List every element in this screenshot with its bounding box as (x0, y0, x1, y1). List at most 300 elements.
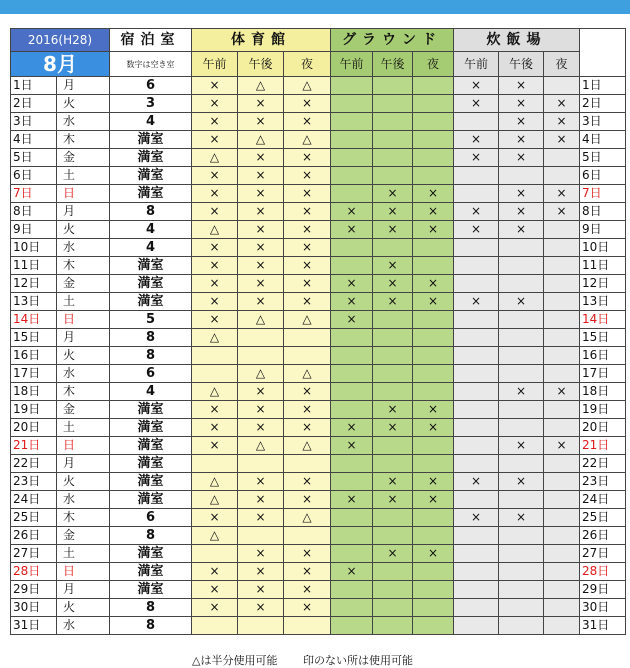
ground-status (413, 167, 454, 185)
table-row (11, 131, 626, 149)
ground-status: × (413, 545, 454, 563)
kitchen-status: × (454, 473, 499, 491)
lodging-vacancy: 満室 (110, 257, 192, 275)
ground-status (373, 77, 413, 95)
kitchen-status (544, 419, 580, 437)
table-row (11, 473, 626, 491)
ground-status (413, 149, 454, 167)
table-row (11, 311, 626, 329)
ground-status (331, 239, 373, 257)
kitchen-status: × (544, 95, 580, 113)
kitchen-status (454, 239, 499, 257)
day-number: 29日 (11, 581, 57, 599)
weekday: 火 (57, 95, 110, 113)
weekday: 火 (57, 599, 110, 617)
table-row (11, 293, 626, 311)
gym-status: × (192, 563, 238, 581)
ground-status (373, 437, 413, 455)
kitchen-status (544, 239, 580, 257)
ground-status (331, 401, 373, 419)
gym-status: △ (284, 365, 331, 383)
ground-status: × (373, 275, 413, 293)
facility-schedule-table (10, 28, 626, 635)
ground-status: × (373, 473, 413, 491)
table-row (11, 239, 626, 257)
kitchen-status (544, 77, 580, 95)
ground-status (373, 95, 413, 113)
table-row (11, 185, 626, 203)
kitchen-status (499, 599, 544, 617)
kitchen-status (499, 311, 544, 329)
kitchen-status (499, 491, 544, 509)
ground-status: × (413, 203, 454, 221)
day-number: 6日 (11, 167, 57, 185)
kitchen-status (454, 437, 499, 455)
kitchen-status: × (499, 203, 544, 221)
weekday: 木 (57, 131, 110, 149)
gym-header: 体育館 (192, 29, 331, 52)
gym-status: × (238, 95, 284, 113)
kitchen-status (499, 275, 544, 293)
kitchen-status: × (499, 149, 544, 167)
ground-status (331, 347, 373, 365)
kitchen-status (544, 545, 580, 563)
weekday: 金 (57, 275, 110, 293)
gym-status: × (284, 473, 331, 491)
gym-status: × (284, 257, 331, 275)
ground-status: × (331, 293, 373, 311)
ground-header: グラウンド (331, 29, 454, 52)
lodging-vacancy: 満室 (110, 545, 192, 563)
day-number: 2日 (11, 95, 57, 113)
weekday: 水 (57, 113, 110, 131)
ground-status (373, 329, 413, 347)
day-number: 31日 (11, 617, 57, 635)
kitchen-status: × (499, 473, 544, 491)
kitchen-status: × (544, 131, 580, 149)
kitchen-status: × (544, 383, 580, 401)
day-number: 1日 (11, 77, 57, 95)
day-number: 10日 (11, 239, 57, 257)
kitchen-status (454, 563, 499, 581)
weekday: 月 (57, 77, 110, 95)
gym-status: × (238, 401, 284, 419)
ground-status (331, 545, 373, 563)
table-row (11, 77, 626, 95)
lodging-vacancy: 満室 (110, 581, 192, 599)
weekday: 水 (57, 365, 110, 383)
table-row (11, 581, 626, 599)
kitchen-status: × (454, 95, 499, 113)
gym-status: × (192, 167, 238, 185)
ground-slot-am: 午前 (331, 52, 373, 77)
ground-status: × (373, 401, 413, 419)
ground-status (413, 131, 454, 149)
weekday: 金 (57, 527, 110, 545)
gym-status: × (238, 167, 284, 185)
gym-status (192, 545, 238, 563)
ground-status (331, 113, 373, 131)
kitchen-status (499, 257, 544, 275)
ground-status (413, 581, 454, 599)
gym-status: × (284, 599, 331, 617)
day-number: 8日 (11, 203, 57, 221)
ground-status (413, 563, 454, 581)
gym-status: △ (284, 311, 331, 329)
weekday: 土 (57, 167, 110, 185)
kitchen-status: × (544, 113, 580, 131)
kitchen-status (454, 167, 499, 185)
ground-slot-pm: 午後 (373, 52, 413, 77)
table-row (11, 221, 626, 239)
ground-status (331, 167, 373, 185)
lodging-header: 宿泊室 (110, 29, 192, 52)
weekday: 水 (57, 239, 110, 257)
header-row-2 (11, 52, 626, 77)
kitchen-status (499, 581, 544, 599)
day-number-right: 10日 (580, 239, 626, 257)
day-number-right: 17日 (580, 365, 626, 383)
day-number-right: 29日 (580, 581, 626, 599)
gym-status: × (192, 509, 238, 527)
ground-status (331, 149, 373, 167)
gym-status: × (192, 185, 238, 203)
gym-status: × (238, 509, 284, 527)
day-number: 14日 (11, 311, 57, 329)
ground-status (413, 599, 454, 617)
lodging-vacancy: 満室 (110, 401, 192, 419)
kitchen-status (499, 167, 544, 185)
kitchen-status (454, 329, 499, 347)
table-row (11, 455, 626, 473)
ground-status (331, 617, 373, 635)
legend (192, 652, 435, 668)
ground-status (413, 383, 454, 401)
kitchen-status (544, 347, 580, 365)
kitchen-slot-night: 夜 (544, 52, 580, 77)
gym-status (192, 347, 238, 365)
ground-status: × (331, 491, 373, 509)
ground-status (331, 599, 373, 617)
ground-status (331, 77, 373, 95)
day-number-right: 11日 (580, 257, 626, 275)
ground-status (413, 617, 454, 635)
kitchen-status (544, 167, 580, 185)
gym-status: × (238, 563, 284, 581)
kitchen-status: × (499, 77, 544, 95)
gym-status: × (192, 95, 238, 113)
gym-status: × (284, 113, 331, 131)
weekday: 金 (57, 401, 110, 419)
lodging-vacancy: 8 (110, 347, 192, 365)
gym-slot-am: 午前 (192, 52, 238, 77)
kitchen-status (454, 581, 499, 599)
gym-status: × (238, 491, 284, 509)
gym-status: △ (238, 77, 284, 95)
ground-status: × (373, 203, 413, 221)
gym-status: × (238, 239, 284, 257)
ground-status: × (331, 563, 373, 581)
table-row (11, 275, 626, 293)
day-number-right: 20日 (580, 419, 626, 437)
ground-status (373, 167, 413, 185)
weekday: 木 (57, 509, 110, 527)
gym-status: × (284, 581, 331, 599)
day-number: 26日 (11, 527, 57, 545)
lodging-vacancy: 4 (110, 113, 192, 131)
gym-status (238, 329, 284, 347)
ground-status (413, 437, 454, 455)
ground-status (331, 383, 373, 401)
gym-status: × (284, 545, 331, 563)
day-number-right: 16日 (580, 347, 626, 365)
gym-status: × (192, 77, 238, 95)
kitchen-status (544, 293, 580, 311)
table-row (11, 365, 626, 383)
gym-status: × (284, 149, 331, 167)
gym-status: △ (238, 131, 284, 149)
table-row (11, 167, 626, 185)
kitchen-status (499, 365, 544, 383)
weekday: 日 (57, 563, 110, 581)
gym-status: × (238, 419, 284, 437)
gym-status: × (284, 203, 331, 221)
ground-status (373, 131, 413, 149)
gym-status: × (238, 221, 284, 239)
lodging-vacancy: 8 (110, 329, 192, 347)
gym-status: × (192, 419, 238, 437)
legend-blank: 印のない所は使用可能 (302, 654, 413, 667)
kitchen-status (499, 401, 544, 419)
ground-status (413, 311, 454, 329)
kitchen-status: × (454, 293, 499, 311)
ground-status: × (331, 203, 373, 221)
ground-status (373, 311, 413, 329)
day-number-right: 6日 (580, 167, 626, 185)
lodging-vacancy: 満室 (110, 167, 192, 185)
table-row (11, 617, 626, 635)
lodging-vacancy: 4 (110, 383, 192, 401)
day-number-right: 27日 (580, 545, 626, 563)
gym-status: △ (192, 329, 238, 347)
gym-status (284, 455, 331, 473)
top-color-bar (0, 0, 630, 14)
day-number-right: 9日 (580, 221, 626, 239)
kitchen-status (544, 563, 580, 581)
gym-status: △ (192, 491, 238, 509)
table-row (11, 149, 626, 167)
table-row (11, 509, 626, 527)
day-number-right: 25日 (580, 509, 626, 527)
kitchen-status: × (544, 203, 580, 221)
ground-status (413, 455, 454, 473)
gym-status: × (238, 149, 284, 167)
table-row (11, 383, 626, 401)
gym-status (284, 617, 331, 635)
ground-status (331, 185, 373, 203)
kitchen-status: × (499, 221, 544, 239)
ground-status (331, 527, 373, 545)
ground-status (373, 455, 413, 473)
lodging-vacancy: 満室 (110, 275, 192, 293)
lodging-vacancy: 満室 (110, 419, 192, 437)
table-row (11, 599, 626, 617)
kitchen-status (544, 599, 580, 617)
day-number-right: 1日 (580, 77, 626, 95)
day-number: 5日 (11, 149, 57, 167)
gym-status (284, 527, 331, 545)
day-number-right: 12日 (580, 275, 626, 293)
ground-status: × (413, 473, 454, 491)
gym-status: △ (284, 437, 331, 455)
gym-status: × (284, 275, 331, 293)
ground-status: × (413, 221, 454, 239)
gym-status (238, 527, 284, 545)
kitchen-status (544, 617, 580, 635)
kitchen-status (544, 401, 580, 419)
kitchen-status (454, 383, 499, 401)
kitchen-status: × (499, 383, 544, 401)
ground-status: × (413, 401, 454, 419)
ground-status (413, 257, 454, 275)
weekday: 火 (57, 473, 110, 491)
gym-status: × (284, 185, 331, 203)
gym-status (192, 455, 238, 473)
ground-status: × (331, 437, 373, 455)
ground-status (373, 149, 413, 167)
gym-status: × (238, 599, 284, 617)
ground-status (413, 347, 454, 365)
kitchen-status: × (499, 95, 544, 113)
kitchen-status (499, 419, 544, 437)
kitchen-status (454, 491, 499, 509)
gym-status: × (284, 419, 331, 437)
gym-status: △ (192, 149, 238, 167)
weekday: 日 (57, 437, 110, 455)
kitchen-status (544, 149, 580, 167)
kitchen-status (499, 239, 544, 257)
kitchen-status: × (499, 437, 544, 455)
day-number: 4日 (11, 131, 57, 149)
day-number-right: 23日 (580, 473, 626, 491)
lodging-note: 数字は空き室 (110, 52, 192, 77)
ground-status (331, 131, 373, 149)
lodging-vacancy: 満室 (110, 185, 192, 203)
ground-status: × (413, 419, 454, 437)
ground-status: × (413, 491, 454, 509)
day-number-right: 28日 (580, 563, 626, 581)
lodging-vacancy: 3 (110, 95, 192, 113)
kitchen-status: × (544, 437, 580, 455)
ground-status (331, 509, 373, 527)
ground-status (373, 509, 413, 527)
kitchen-status: × (544, 185, 580, 203)
day-number-right: 4日 (580, 131, 626, 149)
kitchen-status (454, 347, 499, 365)
lodging-vacancy: 8 (110, 599, 192, 617)
kitchen-status (454, 527, 499, 545)
ground-status: × (373, 293, 413, 311)
gym-status: △ (284, 131, 331, 149)
weekday: 水 (57, 617, 110, 635)
header-row-1 (11, 29, 626, 52)
kitchen-status: × (454, 77, 499, 95)
ground-status (331, 329, 373, 347)
table-row (11, 95, 626, 113)
weekday: 月 (57, 581, 110, 599)
ground-status: × (373, 257, 413, 275)
gym-status: × (238, 473, 284, 491)
lodging-vacancy: 満室 (110, 437, 192, 455)
ground-slot-night: 夜 (413, 52, 454, 77)
kitchen-status (544, 527, 580, 545)
kitchen-header: 炊飯場 (454, 29, 580, 52)
kitchen-status (454, 617, 499, 635)
day-number-right: 15日 (580, 329, 626, 347)
ground-status: × (373, 419, 413, 437)
kitchen-status: × (454, 221, 499, 239)
kitchen-status (544, 311, 580, 329)
ground-status: × (413, 293, 454, 311)
day-number: 22日 (11, 455, 57, 473)
gym-status: × (192, 437, 238, 455)
kitchen-status (454, 401, 499, 419)
day-number: 17日 (11, 365, 57, 383)
kitchen-status: × (454, 203, 499, 221)
lodging-vacancy: 8 (110, 203, 192, 221)
lodging-vacancy: 4 (110, 221, 192, 239)
day-number: 20日 (11, 419, 57, 437)
weekday: 火 (57, 347, 110, 365)
weekday: 月 (57, 329, 110, 347)
lodging-vacancy: 満室 (110, 293, 192, 311)
table-row (11, 203, 626, 221)
kitchen-status (454, 455, 499, 473)
month-label: 8月 (11, 52, 110, 77)
gym-status: △ (192, 383, 238, 401)
ground-status (373, 365, 413, 383)
weekday: 土 (57, 545, 110, 563)
gym-status: × (284, 293, 331, 311)
ground-status: × (331, 275, 373, 293)
kitchen-status (544, 257, 580, 275)
ground-status (331, 581, 373, 599)
gym-status: × (284, 221, 331, 239)
kitchen-status: × (454, 131, 499, 149)
table-row (11, 563, 626, 581)
ground-status (413, 365, 454, 383)
day-number: 24日 (11, 491, 57, 509)
gym-status: × (284, 401, 331, 419)
day-number-right: 8日 (580, 203, 626, 221)
ground-status (413, 527, 454, 545)
day-number-right: 5日 (580, 149, 626, 167)
day-number: 11日 (11, 257, 57, 275)
day-number-right: 7日 (580, 185, 626, 203)
gym-status: × (192, 311, 238, 329)
day-number-right: 24日 (580, 491, 626, 509)
gym-status: × (192, 581, 238, 599)
kitchen-status (544, 581, 580, 599)
lodging-vacancy: 5 (110, 311, 192, 329)
ground-status (413, 77, 454, 95)
day-number-right: 13日 (580, 293, 626, 311)
day-number: 7日 (11, 185, 57, 203)
gym-status (284, 347, 331, 365)
gym-status: × (192, 239, 238, 257)
kitchen-status (499, 617, 544, 635)
lodging-vacancy: 満室 (110, 131, 192, 149)
